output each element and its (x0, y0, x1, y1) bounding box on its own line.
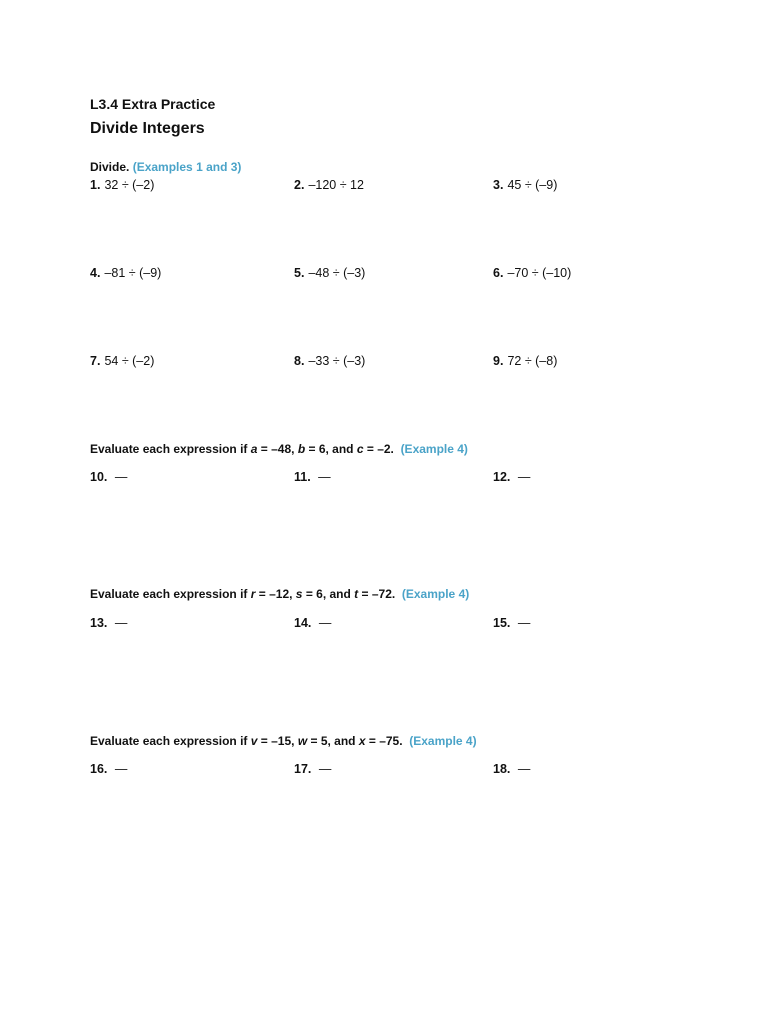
problem-expression: — (318, 762, 332, 776)
instruction-text: = –2. (363, 442, 394, 456)
example-reference: (Example 4) (409, 734, 477, 748)
lesson-label: L3.4 Extra Practice (90, 96, 216, 112)
problem-expression: — (318, 616, 332, 630)
problem-number: 7. (90, 354, 101, 368)
instruction-text: Evaluate each expression if (90, 587, 251, 601)
problem-14 (294, 616, 331, 630)
example-reference: (Examples 1 and 3) (132, 160, 242, 174)
problem-expression: — (114, 616, 128, 630)
problem-expression: –120 ÷ 12 (308, 178, 364, 192)
instruction-text: = 6, and (305, 442, 357, 456)
instruction-text: Divide. (90, 160, 130, 174)
problem-expression: –81 ÷ (–9) (104, 266, 162, 280)
variable-v: v (250, 734, 258, 748)
variable-a: a (250, 442, 258, 456)
problem-number: 16. (90, 762, 108, 776)
instruction-text: = –72. (358, 587, 396, 601)
instruction-text: Evaluate each expression if (90, 442, 251, 456)
problem-expression: 72 ÷ (–8) (507, 354, 558, 368)
problem-5 (294, 266, 365, 280)
problem-expression: — (517, 762, 531, 776)
variable-w: w (297, 734, 308, 748)
problem-number: 11. (294, 470, 311, 484)
problem-2 (294, 178, 364, 192)
variable-x: x (358, 734, 366, 748)
variable-c: c (356, 442, 364, 456)
variable-b: b (297, 442, 306, 456)
problem-expression: 32 ÷ (–2) (104, 178, 155, 192)
instruction-text: = –12, (255, 587, 296, 601)
problem-6 (493, 266, 571, 280)
section-4-instruction (90, 734, 477, 748)
problem-number: 2. (294, 178, 305, 192)
problem-11 (294, 470, 331, 484)
page-title: Divide Integers (90, 120, 205, 137)
section-2-instruction (90, 442, 468, 456)
problem-1 (90, 178, 154, 192)
problem-12 (493, 470, 530, 484)
problem-expression: 54 ÷ (–2) (104, 354, 155, 368)
problem-number: 14. (294, 616, 312, 630)
variable-s: s (295, 587, 303, 601)
problem-number: 13. (90, 616, 108, 630)
problem-number: 10. (90, 470, 108, 484)
instruction-text: = –75. (365, 734, 403, 748)
problem-number: 18. (493, 762, 511, 776)
problem-number: 5. (294, 266, 305, 280)
problem-expression: –70 ÷ (–10) (507, 266, 572, 280)
problem-expression: 45 ÷ (–9) (507, 178, 558, 192)
problem-expression: — (114, 762, 128, 776)
problem-13 (90, 616, 127, 630)
problem-16 (90, 762, 127, 776)
problem-17 (294, 762, 331, 776)
problem-9 (493, 354, 557, 368)
instruction-text: = 6, and (302, 587, 355, 601)
problem-3 (493, 178, 557, 192)
problem-expression: — (517, 616, 531, 630)
section-3-instruction (90, 587, 469, 601)
problem-expression: — (517, 470, 531, 484)
problem-15 (493, 616, 530, 630)
problem-10 (90, 470, 127, 484)
problem-8 (294, 354, 365, 368)
problem-number: 1. (90, 178, 101, 192)
instruction-text: = –48, (257, 442, 298, 456)
example-reference: (Example 4) (400, 442, 468, 456)
problem-number: 4. (90, 266, 101, 280)
problem-number: 9. (493, 354, 504, 368)
problem-4 (90, 266, 161, 280)
problem-number: 8. (294, 354, 305, 368)
problem-7 (90, 354, 154, 368)
problem-expression: — (318, 470, 331, 484)
instruction-text: Evaluate each expression if (90, 734, 251, 748)
problem-expression: –33 ÷ (–3) (308, 354, 366, 368)
instruction-text: = 5, and (307, 734, 359, 748)
problem-18 (493, 762, 530, 776)
instruction-text: = –15, (257, 734, 298, 748)
problem-number: 3. (493, 178, 504, 192)
problem-number: 17. (294, 762, 312, 776)
problem-number: 15. (493, 616, 511, 630)
problem-expression: — (114, 470, 128, 484)
variable-t: t (354, 587, 359, 601)
problem-number: 12. (493, 470, 511, 484)
example-reference: (Example 4) (401, 587, 470, 601)
section-1-instruction (90, 160, 241, 174)
problem-expression: –48 ÷ (–3) (308, 266, 366, 280)
problem-number: 6. (493, 266, 504, 280)
variable-r: r (250, 587, 256, 601)
